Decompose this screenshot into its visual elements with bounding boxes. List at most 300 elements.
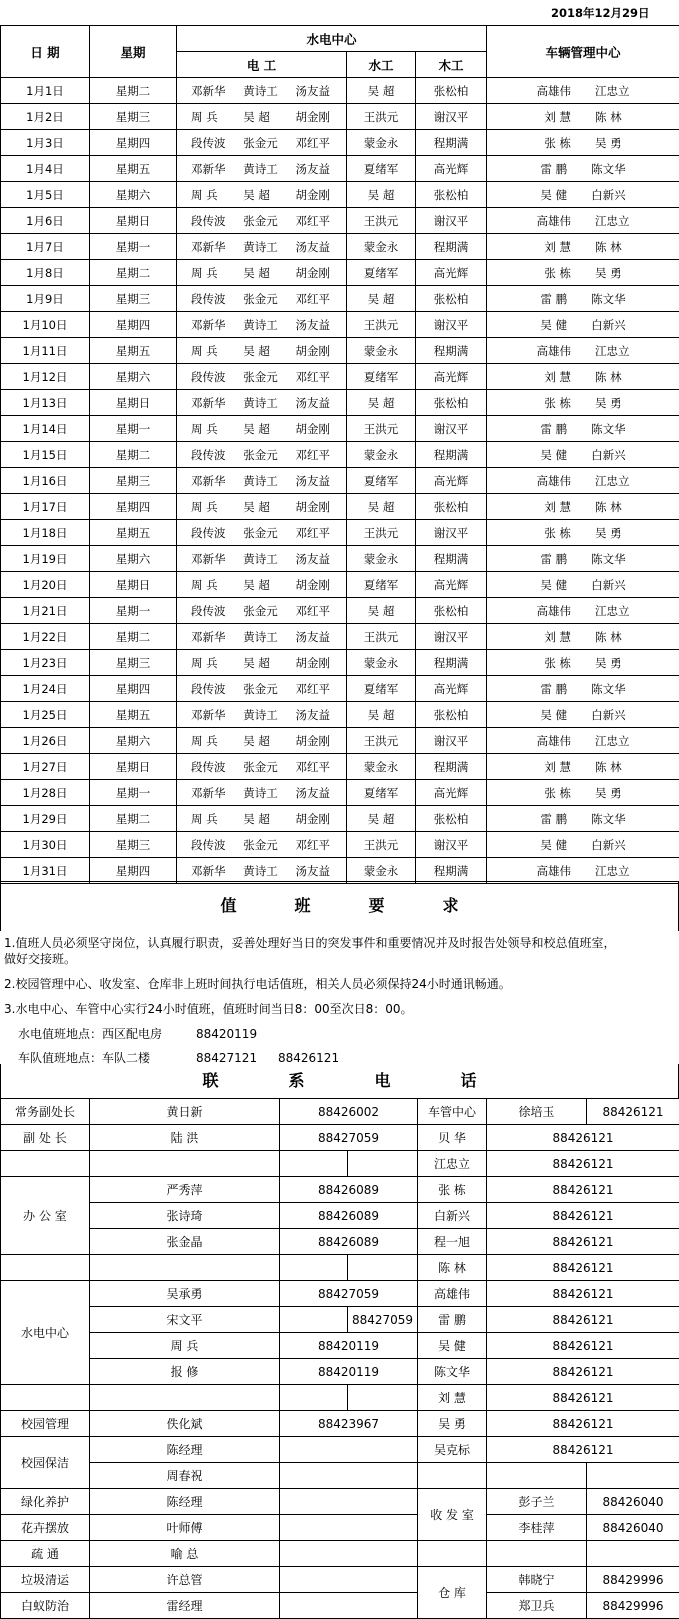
duty-vehicle bbox=[487, 208, 679, 234]
duty-weekday: 星期五 bbox=[90, 520, 177, 546]
electrician-names bbox=[177, 421, 346, 437]
duty-plumber: 王洪元 bbox=[347, 728, 416, 754]
electrician-names bbox=[177, 811, 346, 827]
empty-cell bbox=[587, 1541, 679, 1567]
vehicle-staff-name: 白新兴 bbox=[591, 837, 626, 852]
contact-name: 许总管 bbox=[90, 1567, 280, 1593]
contact-row bbox=[1, 1437, 679, 1463]
duty-weekday: 星期一 bbox=[90, 598, 177, 624]
electrician-name: 黄诗工 bbox=[243, 707, 278, 722]
header-electrician: 电 工 bbox=[177, 52, 347, 78]
duty-electricians bbox=[177, 390, 347, 416]
duty-vehicle bbox=[487, 832, 679, 858]
electrician-name: 吴 超 bbox=[243, 187, 270, 202]
vehicle-staff-name: 陈文华 bbox=[591, 291, 626, 306]
contact-phone: 88426121 bbox=[487, 1437, 679, 1463]
duty-vehicle bbox=[487, 520, 679, 546]
requirement-item-2: 2.校园管理中心、收发室、仓库非上班时间执行电话值班，相关人员必须保持24小时通讯畅通。 bbox=[4, 977, 511, 991]
contact-row bbox=[1, 1125, 679, 1151]
duty-vehicle bbox=[487, 806, 679, 832]
vehicle-staff-name: 高雄伟 bbox=[536, 863, 571, 878]
duty-vehicle bbox=[487, 624, 679, 650]
duty-date: 1月10日 bbox=[1, 312, 90, 338]
duty-plumber: 吴 超 bbox=[347, 598, 416, 624]
contact-phone: 88427059 bbox=[280, 1281, 418, 1307]
duty-plumber: 蒙金永 bbox=[347, 130, 416, 156]
duty-weekday: 星期一 bbox=[90, 780, 177, 806]
vehicle-staff-name: 吴 健 bbox=[540, 577, 568, 592]
empty-cell bbox=[1, 1151, 90, 1177]
contact-name: 韩晓宁 bbox=[487, 1567, 587, 1593]
electrician-name: 黄诗工 bbox=[243, 863, 278, 878]
duty-electricians bbox=[177, 130, 347, 156]
duty-electricians bbox=[177, 520, 347, 546]
duty-row bbox=[1, 650, 679, 676]
duty-carpenter: 程期满 bbox=[416, 858, 487, 884]
electrician-name: 邓新华 bbox=[191, 83, 226, 98]
vehicle-staff-name: 吴 勇 bbox=[595, 265, 622, 280]
electrician-names bbox=[177, 629, 346, 645]
electrician-name: 邓新华 bbox=[191, 239, 226, 254]
empty-cell bbox=[280, 1385, 348, 1411]
electrician-name: 邓新华 bbox=[191, 707, 226, 722]
contact-name: 白新兴 bbox=[418, 1203, 487, 1229]
electrician-names bbox=[177, 447, 346, 463]
vehicle-staff-name: 雷 鹏 bbox=[540, 161, 568, 176]
duty-plumber: 王洪元 bbox=[347, 520, 416, 546]
contact-phone: 88426121 bbox=[487, 1151, 679, 1177]
empty-cell bbox=[280, 1437, 418, 1463]
vehicle-names bbox=[487, 317, 679, 333]
electrician-name: 黄诗工 bbox=[243, 395, 278, 410]
duty-weekday: 星期三 bbox=[90, 650, 177, 676]
electrician-names bbox=[177, 135, 346, 151]
duty-plumber: 王洪元 bbox=[347, 624, 416, 650]
duty-electricians bbox=[177, 260, 347, 286]
duty-date: 1月28日 bbox=[1, 780, 90, 806]
header-vehicle-center: 车辆管理中心 bbox=[487, 26, 679, 78]
contact-row bbox=[1, 1307, 679, 1333]
duty-row bbox=[1, 208, 679, 234]
vehicle-location-phone-1: 88427121 bbox=[196, 1051, 258, 1065]
vehicle-names bbox=[487, 629, 679, 645]
contact-phone: 88426002 bbox=[280, 1099, 418, 1125]
duty-plumber: 吴 超 bbox=[347, 702, 416, 728]
duty-date: 1月25日 bbox=[1, 702, 90, 728]
electrician-names bbox=[177, 837, 346, 853]
electrician-name: 段传波 bbox=[191, 603, 226, 618]
electrician-name: 吴 超 bbox=[243, 733, 270, 748]
duty-date: 1月16日 bbox=[1, 468, 90, 494]
electrician-name: 邓新华 bbox=[191, 317, 226, 332]
electrician-name: 邓新华 bbox=[191, 161, 226, 176]
duty-plumber: 吴 超 bbox=[347, 390, 416, 416]
electrician-names bbox=[177, 525, 346, 541]
electrician-name: 汤友益 bbox=[295, 863, 330, 878]
contact-name: 佚化斌 bbox=[90, 1411, 280, 1437]
duty-row bbox=[1, 260, 679, 286]
duty-row bbox=[1, 676, 679, 702]
electrician-name: 黄诗工 bbox=[243, 785, 278, 800]
contact-dept: 垃圾清运 bbox=[1, 1567, 90, 1593]
duty-plumber: 王洪元 bbox=[347, 832, 416, 858]
duty-carpenter: 高光辉 bbox=[416, 780, 487, 806]
duty-row bbox=[1, 364, 679, 390]
duty-row bbox=[1, 754, 679, 780]
duty-electricians bbox=[177, 598, 347, 624]
vehicle-staff-name: 陈文华 bbox=[591, 681, 626, 696]
electrician-name: 吴 超 bbox=[243, 109, 270, 124]
contact-row bbox=[1, 1359, 679, 1385]
contact-phone: 88426121 bbox=[487, 1359, 679, 1385]
contact-dept: 副 处 长 bbox=[1, 1125, 90, 1151]
contact-phone: 88426121 bbox=[587, 1099, 679, 1125]
vehicle-staff-name: 雷 鹏 bbox=[540, 551, 568, 566]
duty-carpenter: 谢汉平 bbox=[416, 832, 487, 858]
duty-weekday: 星期六 bbox=[90, 182, 177, 208]
vehicle-staff-name: 吴 勇 bbox=[595, 785, 622, 800]
electrician-name: 吴 超 bbox=[243, 577, 270, 592]
contact-phone: 88426121 bbox=[487, 1203, 679, 1229]
electrician-name: 邓红平 bbox=[295, 525, 330, 540]
duty-weekday: 星期四 bbox=[90, 494, 177, 520]
electrician-name: 邓新华 bbox=[191, 473, 226, 488]
contact-phone: 88426121 bbox=[487, 1411, 679, 1437]
electrician-name: 段传波 bbox=[191, 213, 226, 228]
duty-rows bbox=[1, 78, 679, 884]
duty-plumber: 吴 超 bbox=[347, 78, 416, 104]
electrician-name: 汤友益 bbox=[295, 473, 330, 488]
vehicle-location-label: 车队值班地点：车队二楼 bbox=[18, 1051, 151, 1065]
electrician-name: 段传波 bbox=[191, 837, 226, 852]
duty-weekday: 星期四 bbox=[90, 130, 177, 156]
duty-weekday: 星期二 bbox=[90, 624, 177, 650]
duty-electricians bbox=[177, 702, 347, 728]
electrician-name: 黄诗工 bbox=[243, 161, 278, 176]
contact-row bbox=[1, 1489, 679, 1515]
duty-electricians bbox=[177, 208, 347, 234]
contact-row bbox=[1, 1229, 679, 1255]
electrician-name: 周 兵 bbox=[191, 421, 218, 436]
electrician-name: 张金元 bbox=[243, 369, 278, 384]
contact-dept-vehicle-center: 车管中心 bbox=[418, 1099, 487, 1125]
vehicle-staff-name: 陈 林 bbox=[595, 109, 622, 124]
vehicle-staff-name: 张 栋 bbox=[544, 265, 571, 280]
duty-row bbox=[1, 806, 679, 832]
duty-row bbox=[1, 442, 679, 468]
electrician-name: 汤友益 bbox=[295, 83, 330, 98]
duty-plumber: 王洪元 bbox=[347, 208, 416, 234]
duty-carpenter: 程期满 bbox=[416, 234, 487, 260]
duty-date: 1月9日 bbox=[1, 286, 90, 312]
duty-weekday: 星期五 bbox=[90, 338, 177, 364]
electrician-names bbox=[177, 577, 346, 593]
duty-row bbox=[1, 390, 679, 416]
duty-weekday: 星期五 bbox=[90, 156, 177, 182]
vehicle-staff-name: 吴 健 bbox=[540, 447, 568, 462]
contact-dept: 花卉摆放 bbox=[1, 1515, 90, 1541]
duty-carpenter: 张松柏 bbox=[416, 286, 487, 312]
electrician-name: 周 兵 bbox=[191, 811, 218, 826]
electrician-name: 段传波 bbox=[191, 759, 226, 774]
vehicle-staff-name: 陈 林 bbox=[595, 759, 622, 774]
contact-row bbox=[1, 1541, 679, 1567]
vehicle-staff-name: 陈文华 bbox=[591, 811, 626, 826]
duty-vehicle bbox=[487, 546, 679, 572]
electrician-name: 邓新华 bbox=[191, 785, 226, 800]
vehicle-staff-name: 陈 林 bbox=[595, 239, 622, 254]
vehicle-staff-name: 张 栋 bbox=[544, 785, 571, 800]
contact-dept-warehouse: 仓 库 bbox=[418, 1567, 487, 1619]
duty-plumber: 夏绪军 bbox=[347, 780, 416, 806]
contact-dept: 绿化养护 bbox=[1, 1489, 90, 1515]
duty-row bbox=[1, 182, 679, 208]
electrician-names bbox=[177, 239, 346, 255]
electrician-name: 吴 超 bbox=[243, 811, 270, 826]
electrician-name: 黄诗工 bbox=[243, 473, 278, 488]
duty-vehicle bbox=[487, 858, 679, 884]
duty-weekday: 星期日 bbox=[90, 208, 177, 234]
duty-date: 1月29日 bbox=[1, 806, 90, 832]
electrician-name: 黄诗工 bbox=[243, 239, 278, 254]
contact-dept: 疏 通 bbox=[1, 1541, 90, 1567]
vehicle-staff-name: 江忠立 bbox=[595, 733, 630, 748]
duty-vehicle bbox=[487, 104, 679, 130]
contact-phone: 88426121 bbox=[487, 1125, 679, 1151]
duty-electricians bbox=[177, 728, 347, 754]
contact-phone: 88426040 bbox=[587, 1515, 679, 1541]
duty-vehicle bbox=[487, 78, 679, 104]
contact-name: 程一旭 bbox=[418, 1229, 487, 1255]
electrician-name: 邓新华 bbox=[191, 863, 226, 878]
duty-plumber: 蒙金永 bbox=[347, 546, 416, 572]
duty-carpenter: 谢汉平 bbox=[416, 104, 487, 130]
vehicle-names bbox=[487, 525, 679, 541]
requirement-item-1: 1.值班人员必须坚守岗位，认真履行职责，妥善处理好当日的突发事件和重要情况并及时报告处领导和校总值班室， bbox=[4, 936, 616, 950]
duty-date: 1月2日 bbox=[1, 104, 90, 130]
duty-electricians bbox=[177, 494, 347, 520]
electrician-name: 段传波 bbox=[191, 369, 226, 384]
duty-carpenter: 高光辉 bbox=[416, 572, 487, 598]
duty-weekday: 星期一 bbox=[90, 416, 177, 442]
contact-row bbox=[1, 1567, 679, 1593]
empty-cell bbox=[418, 1463, 487, 1489]
empty-cell bbox=[90, 1255, 280, 1281]
vehicle-staff-name: 刘 慧 bbox=[544, 629, 571, 644]
electrician-name: 邓新华 bbox=[191, 395, 226, 410]
duty-weekday: 星期四 bbox=[90, 676, 177, 702]
duty-row bbox=[1, 286, 679, 312]
duty-carpenter: 程期满 bbox=[416, 650, 487, 676]
duty-plumber: 夏绪军 bbox=[347, 468, 416, 494]
duty-requirements bbox=[0, 881, 679, 1064]
duty-vehicle bbox=[487, 156, 679, 182]
vehicle-staff-name: 江忠立 bbox=[595, 343, 630, 358]
duty-vehicle bbox=[487, 650, 679, 676]
contact-name: 报 修 bbox=[90, 1359, 280, 1385]
contact-name: 喻 总 bbox=[90, 1541, 280, 1567]
electrician-name: 周 兵 bbox=[191, 733, 218, 748]
duty-carpenter: 高光辉 bbox=[416, 156, 487, 182]
duty-plumber: 王洪元 bbox=[347, 312, 416, 338]
contact-row bbox=[1, 1333, 679, 1359]
duty-electricians bbox=[177, 546, 347, 572]
contact-row bbox=[1, 1515, 679, 1541]
duty-electricians bbox=[177, 650, 347, 676]
duty-plumber: 蒙金永 bbox=[347, 442, 416, 468]
contact-row bbox=[1, 1593, 679, 1619]
electrician-name: 黄诗工 bbox=[243, 83, 278, 98]
duty-row bbox=[1, 468, 679, 494]
duty-date: 1月6日 bbox=[1, 208, 90, 234]
duty-vehicle bbox=[487, 312, 679, 338]
duty-carpenter: 谢汉平 bbox=[416, 728, 487, 754]
electrician-name: 周 兵 bbox=[191, 343, 218, 358]
electrician-name: 汤友益 bbox=[295, 785, 330, 800]
electrician-name: 汤友益 bbox=[295, 395, 330, 410]
water-duty-location bbox=[18, 1025, 257, 1042]
duty-date: 1月24日 bbox=[1, 676, 90, 702]
electrician-name: 张金元 bbox=[243, 213, 278, 228]
duty-carpenter: 程期满 bbox=[416, 338, 487, 364]
vehicle-staff-name: 刘 慧 bbox=[544, 109, 571, 124]
empty-cell bbox=[1, 1385, 90, 1411]
vehicle-staff-name: 张 栋 bbox=[544, 395, 571, 410]
duty-plumber: 蒙金永 bbox=[347, 234, 416, 260]
water-location-phone: 88420119 bbox=[196, 1027, 258, 1041]
vehicle-staff-name: 江忠立 bbox=[595, 473, 630, 488]
electrician-name: 汤友益 bbox=[295, 161, 330, 176]
electrician-name: 周 兵 bbox=[191, 187, 218, 202]
contact-dept-mail-room: 收 发 室 bbox=[418, 1489, 487, 1541]
duty-date: 1月20日 bbox=[1, 572, 90, 598]
duty-date: 1月31日 bbox=[1, 858, 90, 884]
electrician-name: 段传波 bbox=[191, 135, 226, 150]
duty-carpenter: 程期满 bbox=[416, 130, 487, 156]
duty-row bbox=[1, 156, 679, 182]
duty-date: 1月14日 bbox=[1, 416, 90, 442]
duty-date: 1月15日 bbox=[1, 442, 90, 468]
duty-plumber: 吴 超 bbox=[347, 286, 416, 312]
duty-plumber: 夏绪军 bbox=[347, 260, 416, 286]
duty-date: 1月30日 bbox=[1, 832, 90, 858]
electrician-names bbox=[177, 655, 346, 671]
contact-name: 周 兵 bbox=[90, 1333, 280, 1359]
contact-name: 陆 洪 bbox=[90, 1125, 280, 1151]
duty-vehicle bbox=[487, 780, 679, 806]
vehicle-names bbox=[487, 161, 679, 177]
electrician-name: 周 兵 bbox=[191, 265, 218, 280]
duty-weekday: 星期六 bbox=[90, 364, 177, 390]
duty-electricians bbox=[177, 364, 347, 390]
contact-name: 刘 慧 bbox=[418, 1385, 487, 1411]
contact-name: 黄日新 bbox=[90, 1099, 280, 1125]
duty-date: 1月5日 bbox=[1, 182, 90, 208]
duty-carpenter: 谢汉平 bbox=[416, 520, 487, 546]
duty-vehicle bbox=[487, 364, 679, 390]
electrician-name: 周 兵 bbox=[191, 655, 218, 670]
vehicle-staff-name: 刘 慧 bbox=[544, 499, 571, 514]
duty-vehicle bbox=[487, 494, 679, 520]
contact-name: 雷 鹏 bbox=[418, 1307, 487, 1333]
empty-cell bbox=[587, 1463, 679, 1489]
header-carpenter: 木工 bbox=[416, 52, 487, 78]
electrician-name: 邓红平 bbox=[295, 759, 330, 774]
vehicle-staff-name: 白新兴 bbox=[591, 707, 626, 722]
contact-dept: 校园管理 bbox=[1, 1411, 90, 1437]
duty-date: 1月7日 bbox=[1, 234, 90, 260]
duty-plumber: 吴 超 bbox=[347, 182, 416, 208]
duty-carpenter: 谢汉平 bbox=[416, 416, 487, 442]
duty-row bbox=[1, 702, 679, 728]
vehicle-names bbox=[487, 681, 679, 697]
electrician-name: 胡金刚 bbox=[295, 577, 330, 592]
electrician-name: 汤友益 bbox=[295, 551, 330, 566]
electrician-names bbox=[177, 499, 346, 515]
contact-phone: 88426121 bbox=[487, 1333, 679, 1359]
empty-cell bbox=[90, 1151, 280, 1177]
duty-vehicle bbox=[487, 754, 679, 780]
duty-row bbox=[1, 234, 679, 260]
electrician-name: 邓红平 bbox=[295, 681, 330, 696]
contact-phone: 88426121 bbox=[487, 1255, 679, 1281]
duty-weekday: 星期三 bbox=[90, 104, 177, 130]
empty-cell bbox=[280, 1541, 418, 1567]
duty-carpenter: 张松柏 bbox=[416, 182, 487, 208]
electrician-name: 邓红平 bbox=[295, 603, 330, 618]
electrician-name: 张金元 bbox=[243, 837, 278, 852]
contact-phone: 88426121 bbox=[487, 1307, 679, 1333]
empty-cell bbox=[280, 1255, 348, 1281]
contact-phone: 88426089 bbox=[280, 1203, 418, 1229]
duty-electricians bbox=[177, 104, 347, 130]
empty-cell bbox=[90, 1385, 280, 1411]
vehicle-staff-name: 江忠立 bbox=[595, 863, 630, 878]
electrician-names bbox=[177, 161, 346, 177]
empty-cell bbox=[418, 1541, 487, 1567]
duty-plumber: 蒙金永 bbox=[347, 858, 416, 884]
vehicle-names bbox=[487, 759, 679, 775]
electrician-name: 胡金刚 bbox=[295, 811, 330, 826]
duty-weekday: 星期四 bbox=[90, 312, 177, 338]
contact-name: 吴克标 bbox=[418, 1437, 487, 1463]
header-water-electric-center: 水电中心 bbox=[177, 26, 487, 52]
vehicle-staff-name: 刘 慧 bbox=[544, 369, 571, 384]
duty-electricians bbox=[177, 624, 347, 650]
vehicle-staff-name: 陈文华 bbox=[591, 551, 626, 566]
vehicle-names bbox=[487, 135, 679, 151]
electrician-name: 周 兵 bbox=[191, 109, 218, 124]
electrician-names bbox=[177, 369, 346, 385]
duty-electricians bbox=[177, 468, 347, 494]
electrician-names bbox=[177, 785, 346, 801]
vehicle-staff-name: 高雄伟 bbox=[536, 343, 571, 358]
contact-name: 周春祝 bbox=[90, 1463, 280, 1489]
duty-row bbox=[1, 130, 679, 156]
vehicle-names bbox=[487, 577, 679, 593]
electrician-name: 胡金刚 bbox=[295, 421, 330, 436]
duty-weekday: 星期日 bbox=[90, 754, 177, 780]
vehicle-staff-name: 雷 鹏 bbox=[540, 291, 568, 306]
electrician-name: 汤友益 bbox=[295, 629, 330, 644]
electrician-names bbox=[177, 265, 346, 281]
duty-weekday: 星期日 bbox=[90, 390, 177, 416]
vehicle-staff-name: 吴 勇 bbox=[595, 655, 622, 670]
empty-cell bbox=[487, 1463, 587, 1489]
duty-row bbox=[1, 104, 679, 130]
contact-phone: 88426089 bbox=[280, 1229, 418, 1255]
vehicle-names bbox=[487, 707, 679, 723]
